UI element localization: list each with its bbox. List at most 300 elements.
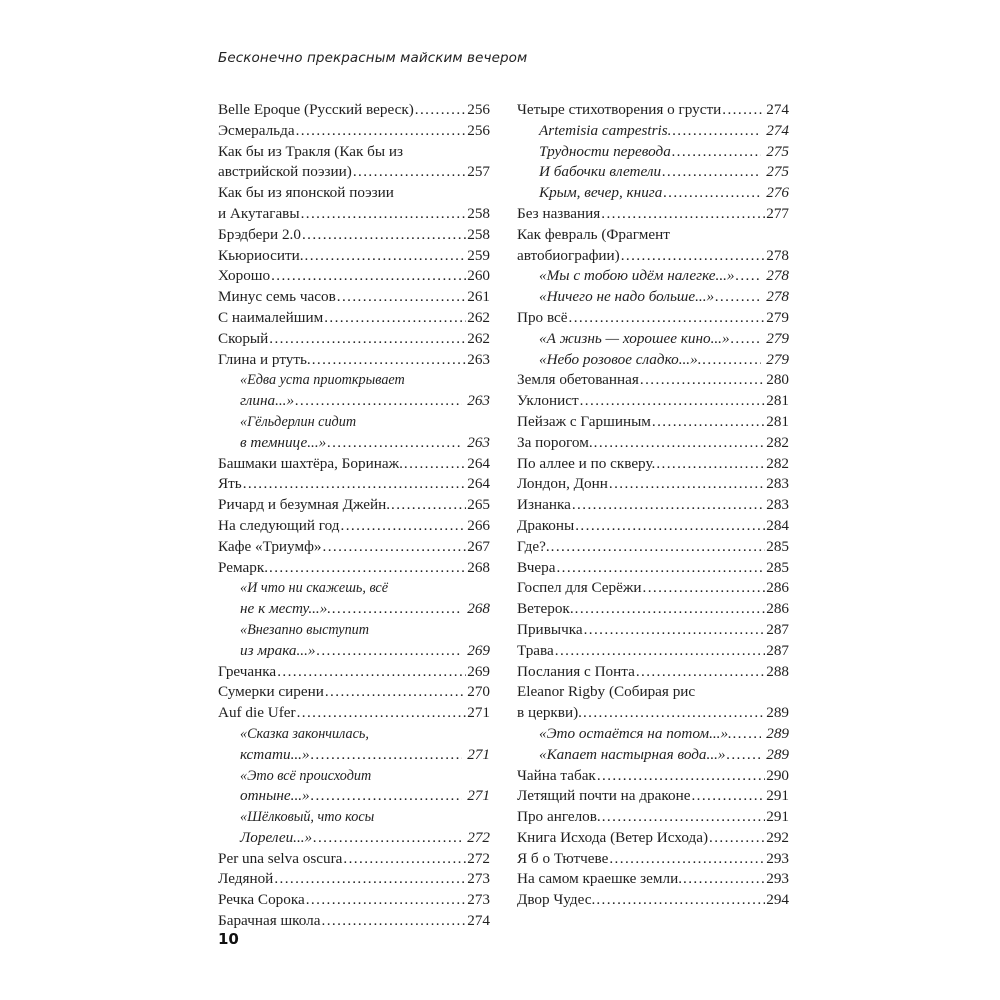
toc-entry-row xyxy=(218,516,490,537)
toc-entry xyxy=(218,474,490,495)
toc-entry-row xyxy=(218,204,490,225)
toc-subentry xyxy=(517,183,789,204)
toc-entry-row xyxy=(517,599,789,620)
dot-leader xyxy=(609,849,765,870)
toc-entry xyxy=(218,287,490,308)
toc-entry-title: Ять xyxy=(218,475,242,493)
toc-entry-page: 261 xyxy=(467,288,490,306)
dot-leader xyxy=(325,682,466,703)
toc-entry xyxy=(517,474,789,495)
toc-entry-row xyxy=(218,869,490,890)
toc-entry-row xyxy=(218,246,490,267)
toc-entry-title: Чайна табак xyxy=(517,766,596,784)
toc-entry-title: «Ничего не надо больше...» xyxy=(539,288,715,306)
toc-entry xyxy=(218,911,490,932)
toc-entry-page: 288 xyxy=(766,662,789,680)
toc-entry-title: «Небо розовое сладко...». xyxy=(539,350,702,368)
toc-entry-page: 279 xyxy=(766,350,789,368)
dot-leader xyxy=(691,786,765,807)
dot-leader xyxy=(722,100,765,121)
toc-entry-title: отныне...» xyxy=(240,787,310,805)
toc-entry xyxy=(218,537,490,558)
toc-entry-page: 267 xyxy=(467,537,490,555)
toc-entry-row xyxy=(218,100,490,121)
toc-entry xyxy=(517,412,789,433)
toc-entry-title: Про всё xyxy=(517,308,568,326)
dot-leader xyxy=(343,849,466,870)
dot-leader xyxy=(311,786,463,807)
toc-subentry xyxy=(517,162,789,183)
toc-entry xyxy=(517,766,789,787)
toc-entry xyxy=(517,495,789,516)
dot-leader xyxy=(415,100,466,121)
toc-subentry xyxy=(517,142,789,163)
toc-entry-row xyxy=(517,204,789,225)
toc-entry xyxy=(218,662,490,683)
toc-entry-page: 282 xyxy=(766,433,789,451)
toc-entry-row xyxy=(218,537,490,558)
toc-entry-title: За порогом. xyxy=(517,433,593,451)
toc-entry-row xyxy=(517,246,789,267)
toc-entry-title: Artemisia campestris. xyxy=(539,121,672,139)
toc-entry-page: 290 xyxy=(766,766,789,784)
toc-entry-row xyxy=(240,745,490,766)
dot-leader xyxy=(733,724,761,745)
dot-leader xyxy=(663,183,761,204)
dot-leader xyxy=(715,287,761,308)
toc-entry-page: 283 xyxy=(766,475,789,493)
toc-entry-page: 262 xyxy=(467,329,490,347)
toc-entry-title: Вчера xyxy=(517,558,556,576)
toc-entry-page: 279 xyxy=(766,329,789,347)
toc-entry-title: Глина и ртуть. xyxy=(218,350,311,368)
toc-subentry xyxy=(517,745,789,766)
dot-leader xyxy=(594,433,766,454)
toc-entry-title: Четыре стихотворения о грусти xyxy=(517,101,722,118)
toc-entry-page: 281 xyxy=(766,412,789,430)
toc-entry-title: Per una selva oscura xyxy=(218,849,343,867)
toc-entry-page: 269 xyxy=(467,641,490,659)
toc-entry-page: 268 xyxy=(467,558,490,576)
toc-entry-row xyxy=(218,308,490,329)
toc-entry xyxy=(218,495,490,516)
toc-entry-row xyxy=(517,849,789,870)
toc-entry xyxy=(218,682,490,703)
toc-entry-title: австрийской поэзии) xyxy=(218,163,352,181)
dot-leader xyxy=(672,121,761,142)
toc-subentry xyxy=(517,350,789,371)
toc-entry-title: С наималейшим xyxy=(218,308,324,326)
toc-entry-page: 262 xyxy=(467,308,490,326)
toc-entry-row xyxy=(539,745,789,766)
toc-entry-row xyxy=(218,474,490,495)
toc-entry-row xyxy=(517,370,789,391)
dot-leader xyxy=(601,204,765,225)
toc-entry-page: 264 xyxy=(467,454,490,472)
toc-entry-page: 272 xyxy=(467,849,490,867)
dot-leader xyxy=(311,745,463,766)
toc-entry-row xyxy=(539,329,789,350)
toc-entry-row xyxy=(539,162,789,183)
toc-entry xyxy=(517,828,789,849)
toc-entry xyxy=(517,100,789,121)
toc-entry-page: 260 xyxy=(467,267,490,285)
toc-entry-title: Ремарк. xyxy=(218,558,269,576)
toc-entry-page: 278 xyxy=(766,288,789,306)
dot-leader xyxy=(391,495,466,516)
toc-entry xyxy=(517,454,789,475)
toc-entry-row xyxy=(218,682,490,703)
dot-leader xyxy=(575,516,765,537)
toc-entry-page: 289 xyxy=(766,704,789,722)
toc-subentry xyxy=(517,266,789,287)
toc-entry-row xyxy=(517,537,789,558)
dot-leader xyxy=(269,558,466,579)
toc-entry-title: Послания с Понта xyxy=(517,662,635,680)
toc-entry-row xyxy=(240,433,490,454)
toc-entry-title-line: «Это всё происходит xyxy=(240,767,372,784)
toc-entry-title: Трудности перевода xyxy=(539,142,671,160)
toc-entry-page: 293 xyxy=(766,870,789,888)
dot-leader xyxy=(727,745,762,766)
toc-entry-row xyxy=(517,100,789,121)
toc-entry xyxy=(517,558,789,579)
toc-entry xyxy=(517,433,789,454)
dot-leader xyxy=(556,558,765,579)
toc-entry-page: 286 xyxy=(766,579,789,597)
dot-leader xyxy=(580,391,766,412)
toc-entry-row xyxy=(218,662,490,683)
toc-entry-page: 292 xyxy=(766,828,789,846)
dot-leader xyxy=(404,454,466,475)
toc-entry-title: глина...» xyxy=(240,392,295,410)
toc-entry-title: Привычка xyxy=(517,620,583,638)
dot-leader xyxy=(569,308,766,329)
toc-entry-row xyxy=(539,142,789,163)
toc-entry-title: Речка Сорока xyxy=(218,891,305,909)
toc-entry-row xyxy=(517,474,789,495)
toc-entry-page: 273 xyxy=(467,891,490,909)
dot-leader xyxy=(731,329,762,350)
toc-entry-page: 283 xyxy=(766,496,789,514)
running-header: Бесконечно прекрасным майским вечером xyxy=(218,50,528,66)
toc-entry-row xyxy=(517,558,789,579)
dot-leader xyxy=(274,869,466,890)
toc-subentry xyxy=(218,578,490,620)
toc-entry-title: На следующий год xyxy=(218,516,340,534)
toc-entry-title: Летящий почти на драконе xyxy=(517,787,691,805)
dot-leader xyxy=(683,869,765,890)
toc-entry-row xyxy=(517,807,789,828)
dot-leader xyxy=(306,890,466,911)
toc-entry xyxy=(517,641,789,662)
toc-entry-row xyxy=(218,454,490,475)
toc-entry-row xyxy=(240,599,490,620)
dot-leader xyxy=(643,578,766,599)
toc-entry-row xyxy=(539,121,789,142)
toc-entry-page: 277 xyxy=(766,204,789,222)
toc-entry-page: 257 xyxy=(467,163,490,181)
toc-entry-row xyxy=(240,641,490,662)
toc-entry-title: Барачная школа xyxy=(218,912,321,930)
dot-leader xyxy=(602,807,765,828)
toc-entry-title: в темнице...» xyxy=(240,433,327,451)
toc-entry-page: 274 xyxy=(467,912,490,930)
toc-entry-row xyxy=(539,266,789,287)
toc-entry-page: 294 xyxy=(766,891,789,909)
toc-entry-title: Лондон, Донн xyxy=(517,475,608,493)
toc-entry-row xyxy=(517,869,789,890)
toc-entry xyxy=(218,142,490,184)
dot-leader xyxy=(672,142,761,163)
toc-entry-title: Кафе «Триумф» xyxy=(218,537,322,555)
toc-entry-row xyxy=(517,620,789,641)
toc-entry-title: Крым, вечер, книга xyxy=(539,184,663,202)
toc-entry-page: 293 xyxy=(766,849,789,867)
toc-entry-title: Belle Epoque (Русский вереск) xyxy=(218,101,414,118)
dot-leader xyxy=(337,287,466,308)
toc-entry xyxy=(517,620,789,641)
toc-entry-row xyxy=(517,641,789,662)
toc-entry-title: Я б о Тютчеве xyxy=(517,849,609,867)
dot-leader xyxy=(353,162,466,183)
toc-entry-page: 268 xyxy=(467,600,490,618)
dot-leader xyxy=(324,308,466,329)
toc-entry-page: 285 xyxy=(766,558,789,576)
toc-entry xyxy=(517,391,789,412)
toc-entry-row xyxy=(517,454,789,475)
toc-entry-title: «Капает настырная вода...» xyxy=(539,745,726,763)
toc-entry-page: 272 xyxy=(467,828,490,846)
toc-entry-title: Auf die Ufer xyxy=(218,704,296,722)
toc-entry xyxy=(218,703,490,724)
toc-subentry xyxy=(218,370,490,412)
toc-entry xyxy=(218,849,490,870)
toc-entry-page: 258 xyxy=(467,204,490,222)
toc-entry xyxy=(218,246,490,267)
toc-entry-row xyxy=(517,412,789,433)
toc-entry-row xyxy=(218,849,490,870)
toc-entry-title: И бабочки влетели xyxy=(539,163,662,181)
toc-entry-page: 284 xyxy=(766,516,789,534)
toc-entry-title-line: «Шёлковый, что косы xyxy=(240,809,375,826)
toc-entry-title: и Акутагавы xyxy=(218,204,300,222)
dot-leader xyxy=(703,350,762,371)
toc-entry-page: 278 xyxy=(766,246,789,264)
dot-leader xyxy=(609,474,765,495)
toc-entry-title: Где?. xyxy=(517,537,550,555)
toc-entry-title: из мрака...» xyxy=(240,641,316,659)
toc-entry-row xyxy=(240,786,490,807)
toc-entry-row xyxy=(517,495,789,516)
dot-leader xyxy=(662,162,761,183)
toc-entry-title: Без названия xyxy=(517,204,601,222)
toc-entry-row xyxy=(218,558,490,579)
dot-leader xyxy=(313,828,462,849)
dot-leader xyxy=(269,329,466,350)
toc-entry-title-line: «И что ни скажешь, всё xyxy=(240,580,389,597)
toc-entry-row xyxy=(218,495,490,516)
dot-leader xyxy=(327,433,462,454)
toc-entry-page: 271 xyxy=(467,704,490,722)
toc-entry xyxy=(517,578,789,599)
toc-entry xyxy=(517,786,789,807)
toc-entry-row xyxy=(517,662,789,683)
toc-entry-page: 275 xyxy=(766,163,789,181)
dot-leader xyxy=(243,474,467,495)
toc-entry xyxy=(218,350,490,371)
toc-entry-page: 263 xyxy=(467,433,490,451)
toc-entry-row xyxy=(539,350,789,371)
toc-entry-title-line: Как бы из японской поэзии xyxy=(218,184,394,202)
toc-right-column xyxy=(517,100,789,911)
dot-leader xyxy=(341,516,467,537)
toc-entry-title: «А жизнь — хорошее кино...» xyxy=(539,329,730,347)
toc-subentry xyxy=(517,329,789,350)
toc-entry-page: 275 xyxy=(766,142,789,160)
toc-entry-title: «Мы с тобою идём налегке...» xyxy=(539,267,735,285)
dot-leader xyxy=(322,911,467,932)
toc-entry xyxy=(517,890,789,911)
dot-leader xyxy=(551,537,766,558)
toc-entry xyxy=(517,849,789,870)
dot-leader xyxy=(317,641,463,662)
toc-entry xyxy=(218,558,490,579)
toc-entry xyxy=(218,121,490,142)
toc-entry-page: 278 xyxy=(766,267,789,285)
toc-entry-row xyxy=(218,703,490,724)
toc-entry-title-line: «Сказка закончилась, xyxy=(240,725,369,742)
toc-entry-title: Книга Исхода (Ветер Исхода) xyxy=(517,828,708,846)
toc-entry-page: 269 xyxy=(467,662,490,680)
dot-leader xyxy=(332,599,462,620)
toc-entry-page: 266 xyxy=(467,516,490,534)
toc-entry-title: Эсмеральда xyxy=(218,121,295,139)
toc-entry-title-line: «Едва уста приоткрывает xyxy=(240,372,405,389)
toc-subentry xyxy=(218,724,490,766)
toc-subentry xyxy=(517,287,789,308)
toc-entry xyxy=(517,537,789,558)
toc-entry-title: Скорый xyxy=(218,329,269,347)
toc-entry-row xyxy=(240,391,490,412)
toc-entry-title-line: Eleanor Rigby (Собирая рис xyxy=(517,683,696,701)
toc-entry xyxy=(517,370,789,391)
toc-entry-row xyxy=(517,516,789,537)
toc-entry xyxy=(517,225,789,267)
toc-subentry xyxy=(218,807,490,849)
toc-entry-title-line: Как бы из Тракля (Как бы из xyxy=(218,142,404,160)
toc-entry-title: Ветерок. xyxy=(517,600,574,618)
dot-leader xyxy=(636,662,765,683)
toc-entry xyxy=(218,225,490,246)
toc-entry-title: Кьюриосити. xyxy=(218,246,304,264)
dot-leader xyxy=(301,204,467,225)
toc-entry-row xyxy=(218,911,490,932)
toc-entry xyxy=(517,516,789,537)
toc-entry-row xyxy=(218,162,490,183)
toc-entry-row xyxy=(218,329,490,350)
toc-entry-title: Пейзаж с Гаршиным xyxy=(517,412,651,430)
toc-entry-title: Про ангелов. xyxy=(517,808,601,826)
toc-entry xyxy=(517,807,789,828)
toc-entry xyxy=(517,204,789,225)
dot-leader xyxy=(656,454,765,475)
dot-leader xyxy=(652,412,765,433)
toc-entry xyxy=(517,599,789,620)
toc-entry-row xyxy=(218,890,490,911)
toc-entry xyxy=(517,662,789,683)
toc-entry-page: 279 xyxy=(766,308,789,326)
toc-entry xyxy=(517,682,789,724)
toc-entry xyxy=(218,869,490,890)
toc-entry-page: 286 xyxy=(766,600,789,618)
toc-entry-page: 287 xyxy=(766,620,789,638)
toc-subentry xyxy=(218,412,490,454)
toc-entry-title: Изнанка xyxy=(517,496,571,514)
toc-entry-title: Госпел для Серёжи xyxy=(517,579,642,597)
dot-leader xyxy=(555,641,765,662)
toc-entry-title-line: «Гёльдерлин сидит xyxy=(240,413,357,430)
toc-entry-page: 256 xyxy=(467,101,490,118)
toc-entry-page: 281 xyxy=(766,392,789,410)
toc-entry-title: в церкви). xyxy=(517,704,582,722)
dot-leader xyxy=(295,391,462,412)
toc-entry-title: Уклонист xyxy=(517,392,579,410)
toc-entry-page: 274 xyxy=(766,101,789,118)
toc-entry-row xyxy=(218,287,490,308)
dot-leader xyxy=(709,828,765,849)
toc-entry-row xyxy=(517,828,789,849)
toc-entry-page: 265 xyxy=(467,496,490,514)
toc-entry xyxy=(218,890,490,911)
toc-entry xyxy=(218,266,490,287)
toc-entry-title: «Это остаётся на потом...». xyxy=(539,724,732,742)
toc-entry-title: Башмаки шахтёра, Боринаж. xyxy=(218,454,403,472)
toc-entry-title: На самом краешке земли. xyxy=(517,870,683,888)
toc-entry-title: автобиографии) xyxy=(517,246,620,264)
toc-entry-row xyxy=(240,828,490,849)
toc-entry-row xyxy=(517,703,789,724)
toc-entry-page: 291 xyxy=(766,808,789,826)
toc-entry-title: Трава xyxy=(517,641,554,659)
toc-entry-title: Драконы xyxy=(517,516,575,534)
toc-entry-title-line: Как февраль (Фрагмент xyxy=(517,225,670,243)
toc-entry-page: 289 xyxy=(766,724,789,742)
toc-entry-row xyxy=(517,766,789,787)
toc-entry-row xyxy=(218,350,490,371)
dot-leader xyxy=(572,495,765,516)
dot-leader xyxy=(640,370,765,391)
toc-entry-title: Ледяной xyxy=(218,870,274,888)
toc-entry-row xyxy=(218,121,490,142)
toc-entry-page: 276 xyxy=(766,184,789,202)
dot-leader xyxy=(302,225,466,246)
dot-leader xyxy=(575,599,766,620)
toc-entry xyxy=(218,516,490,537)
toc-entry-page: 280 xyxy=(766,371,789,389)
toc-entry-row xyxy=(218,225,490,246)
dot-leader xyxy=(736,266,762,287)
toc-entry-title: Минус семь часов xyxy=(218,288,336,306)
toc-entry-page: 287 xyxy=(766,641,789,659)
toc-subentry xyxy=(218,620,490,662)
toc-entry-page: 291 xyxy=(766,787,789,805)
dot-leader xyxy=(584,620,766,641)
toc-entry-page: 271 xyxy=(467,745,490,763)
toc-entry-page: 274 xyxy=(766,121,789,139)
toc-entry-row xyxy=(539,183,789,204)
toc-left-column xyxy=(218,100,490,932)
